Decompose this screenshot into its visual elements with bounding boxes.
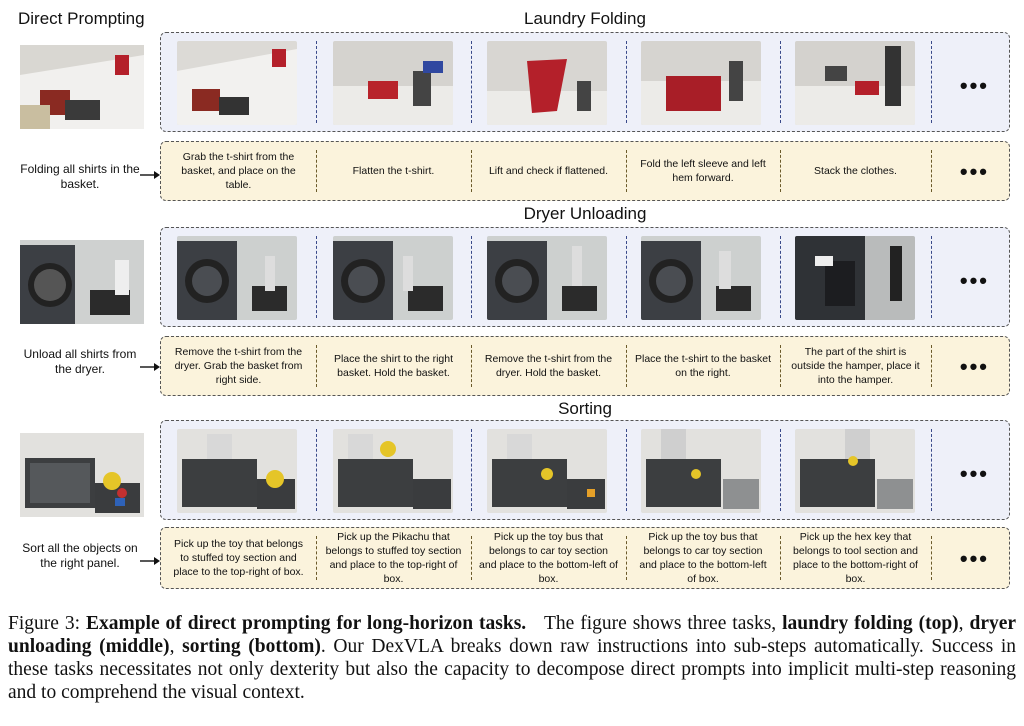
caption-text-2: . Our DexVLA breaks down raw instructions into sub-steps automatically. Success in these tasks necessitates not only dexterity but also the capacity to decompose direct prompts into implicit multi-step reasoning and to comprehend the visual context. bbox=[8, 636, 1017, 703]
sorting-instruction: Sort all the objects on the right panel. bbox=[22, 541, 138, 570]
separator bbox=[931, 150, 932, 192]
dryer-arrow bbox=[140, 362, 160, 372]
separator bbox=[626, 41, 627, 123]
dryer-input-photo bbox=[20, 240, 144, 324]
laundry-step-4: Fold the left sleeve and left hem forward. bbox=[640, 158, 766, 184]
sorting-step-1: Pick up the toy that belongs to stuffed toy section and place to the top-right of box. bbox=[173, 538, 304, 578]
more-steps-ellipsis: ••• bbox=[959, 159, 989, 184]
dryer-step-4: Place the t-shirt to the basket on the right. bbox=[635, 353, 771, 379]
dryer-step-3: Remove the t-shirt from the dryer. Hold the basket. bbox=[484, 353, 613, 379]
direct-prompting-label: Direct Prompting bbox=[18, 9, 145, 28]
figure-caption bbox=[8, 612, 1016, 704]
sorting-steps-panel bbox=[160, 527, 1010, 589]
separator bbox=[471, 429, 472, 511]
caption-text-1: The figure shows three tasks, bbox=[543, 613, 777, 634]
dryer-frames-panel bbox=[160, 227, 1010, 327]
sorting-frame-2 bbox=[333, 429, 453, 513]
separator bbox=[931, 429, 932, 511]
sorting-step-3: Pick up the toy bus that belongs to car toy section and place to the bottom-left of box. bbox=[479, 531, 618, 585]
separator bbox=[316, 429, 317, 511]
caption-sep-1: , bbox=[958, 613, 964, 634]
dryer-steps-panel bbox=[160, 336, 1010, 396]
separator bbox=[471, 236, 472, 318]
separator bbox=[780, 236, 781, 318]
laundry-step-3: Lift and check if flattened. bbox=[488, 165, 609, 177]
laundry-input-photo bbox=[20, 45, 144, 129]
section-title-laundry: Laundry Folding bbox=[524, 9, 646, 28]
separator bbox=[316, 41, 317, 123]
laundry-step-2: Flatten the t-shirt. bbox=[352, 165, 435, 177]
dryer-step-5: The part of the shirt is outside the hamper, place it into the hamper. bbox=[791, 346, 920, 386]
sorting-frame-1 bbox=[177, 429, 297, 513]
sorting-frame-5 bbox=[795, 429, 915, 513]
separator bbox=[931, 41, 932, 123]
separator bbox=[626, 236, 627, 318]
more-frames-ellipsis: ••• bbox=[959, 461, 989, 486]
separator bbox=[626, 429, 627, 511]
caption-label: Figure 3: bbox=[8, 613, 81, 634]
section-title-dryer: Dryer Unloading bbox=[523, 204, 647, 223]
separator bbox=[931, 536, 932, 580]
sorting-frames-panel bbox=[160, 420, 1010, 520]
laundry-arrow bbox=[140, 170, 160, 180]
sorting-frame-4 bbox=[641, 429, 761, 513]
laundry-frame-4 bbox=[641, 41, 761, 125]
laundry-frames-panel bbox=[160, 32, 1010, 132]
sorting-input-photo bbox=[20, 433, 144, 517]
dryer-step-1: Remove the t-shirt from the dryer. Grab the basket from right side. bbox=[174, 346, 303, 386]
sorting-step-2: Pick up the Pikachu that belongs to stuffed toy section and place to the top-right of box. bbox=[325, 531, 462, 585]
separator bbox=[780, 41, 781, 123]
sorting-arrow bbox=[140, 556, 160, 566]
dryer-instruction: Unload all shirts from the dryer. bbox=[23, 347, 137, 376]
caption-title: Example of direct prompting for long-horizon tasks. bbox=[85, 613, 527, 634]
laundry-frame-2 bbox=[333, 41, 453, 125]
dryer-frame-1 bbox=[177, 236, 297, 320]
sorting-step-5: Pick up the hex key that belongs to tool section and place to the bottom-right of box. bbox=[793, 531, 918, 585]
separator bbox=[780, 429, 781, 511]
sorting-step-4: Pick up the toy bus that belongs to car toy section and place to the bottom-left of box. bbox=[639, 531, 767, 585]
dryer-frame-3 bbox=[487, 236, 607, 320]
more-steps-ellipsis: ••• bbox=[959, 546, 989, 571]
laundry-step-5: Stack the clothes. bbox=[814, 165, 897, 177]
dryer-frame-2 bbox=[333, 236, 453, 320]
laundry-frame-1 bbox=[177, 41, 297, 125]
separator bbox=[931, 236, 932, 318]
caption-bold-dryer: dryer unloading (middle) bbox=[8, 613, 1017, 657]
dryer-frame-4 bbox=[641, 236, 761, 320]
more-steps-ellipsis: ••• bbox=[959, 354, 989, 379]
separator bbox=[931, 345, 932, 387]
more-frames-ellipsis: ••• bbox=[959, 268, 989, 293]
caption-bold-sorting: sorting (bottom) bbox=[182, 636, 321, 657]
laundry-instruction: Folding all shirts in the basket. bbox=[20, 162, 140, 191]
laundry-frame-5 bbox=[795, 41, 915, 125]
more-frames-ellipsis: ••• bbox=[959, 73, 989, 98]
section-title-sorting: Sorting bbox=[558, 399, 612, 418]
laundry-frame-3 bbox=[487, 41, 607, 125]
separator bbox=[471, 41, 472, 123]
dryer-step-2: Place the shirt to the right basket. Hold the basket. bbox=[333, 353, 454, 379]
laundry-step-1: Grab the t-shirt from the basket, and place on the table. bbox=[181, 151, 296, 191]
separator bbox=[316, 236, 317, 318]
laundry-steps-panel bbox=[160, 141, 1010, 201]
caption-sep-2: , bbox=[169, 636, 175, 657]
caption-bold-laundry: laundry folding (top) bbox=[782, 613, 959, 634]
sorting-frame-3 bbox=[487, 429, 607, 513]
dryer-frame-5 bbox=[795, 236, 915, 320]
